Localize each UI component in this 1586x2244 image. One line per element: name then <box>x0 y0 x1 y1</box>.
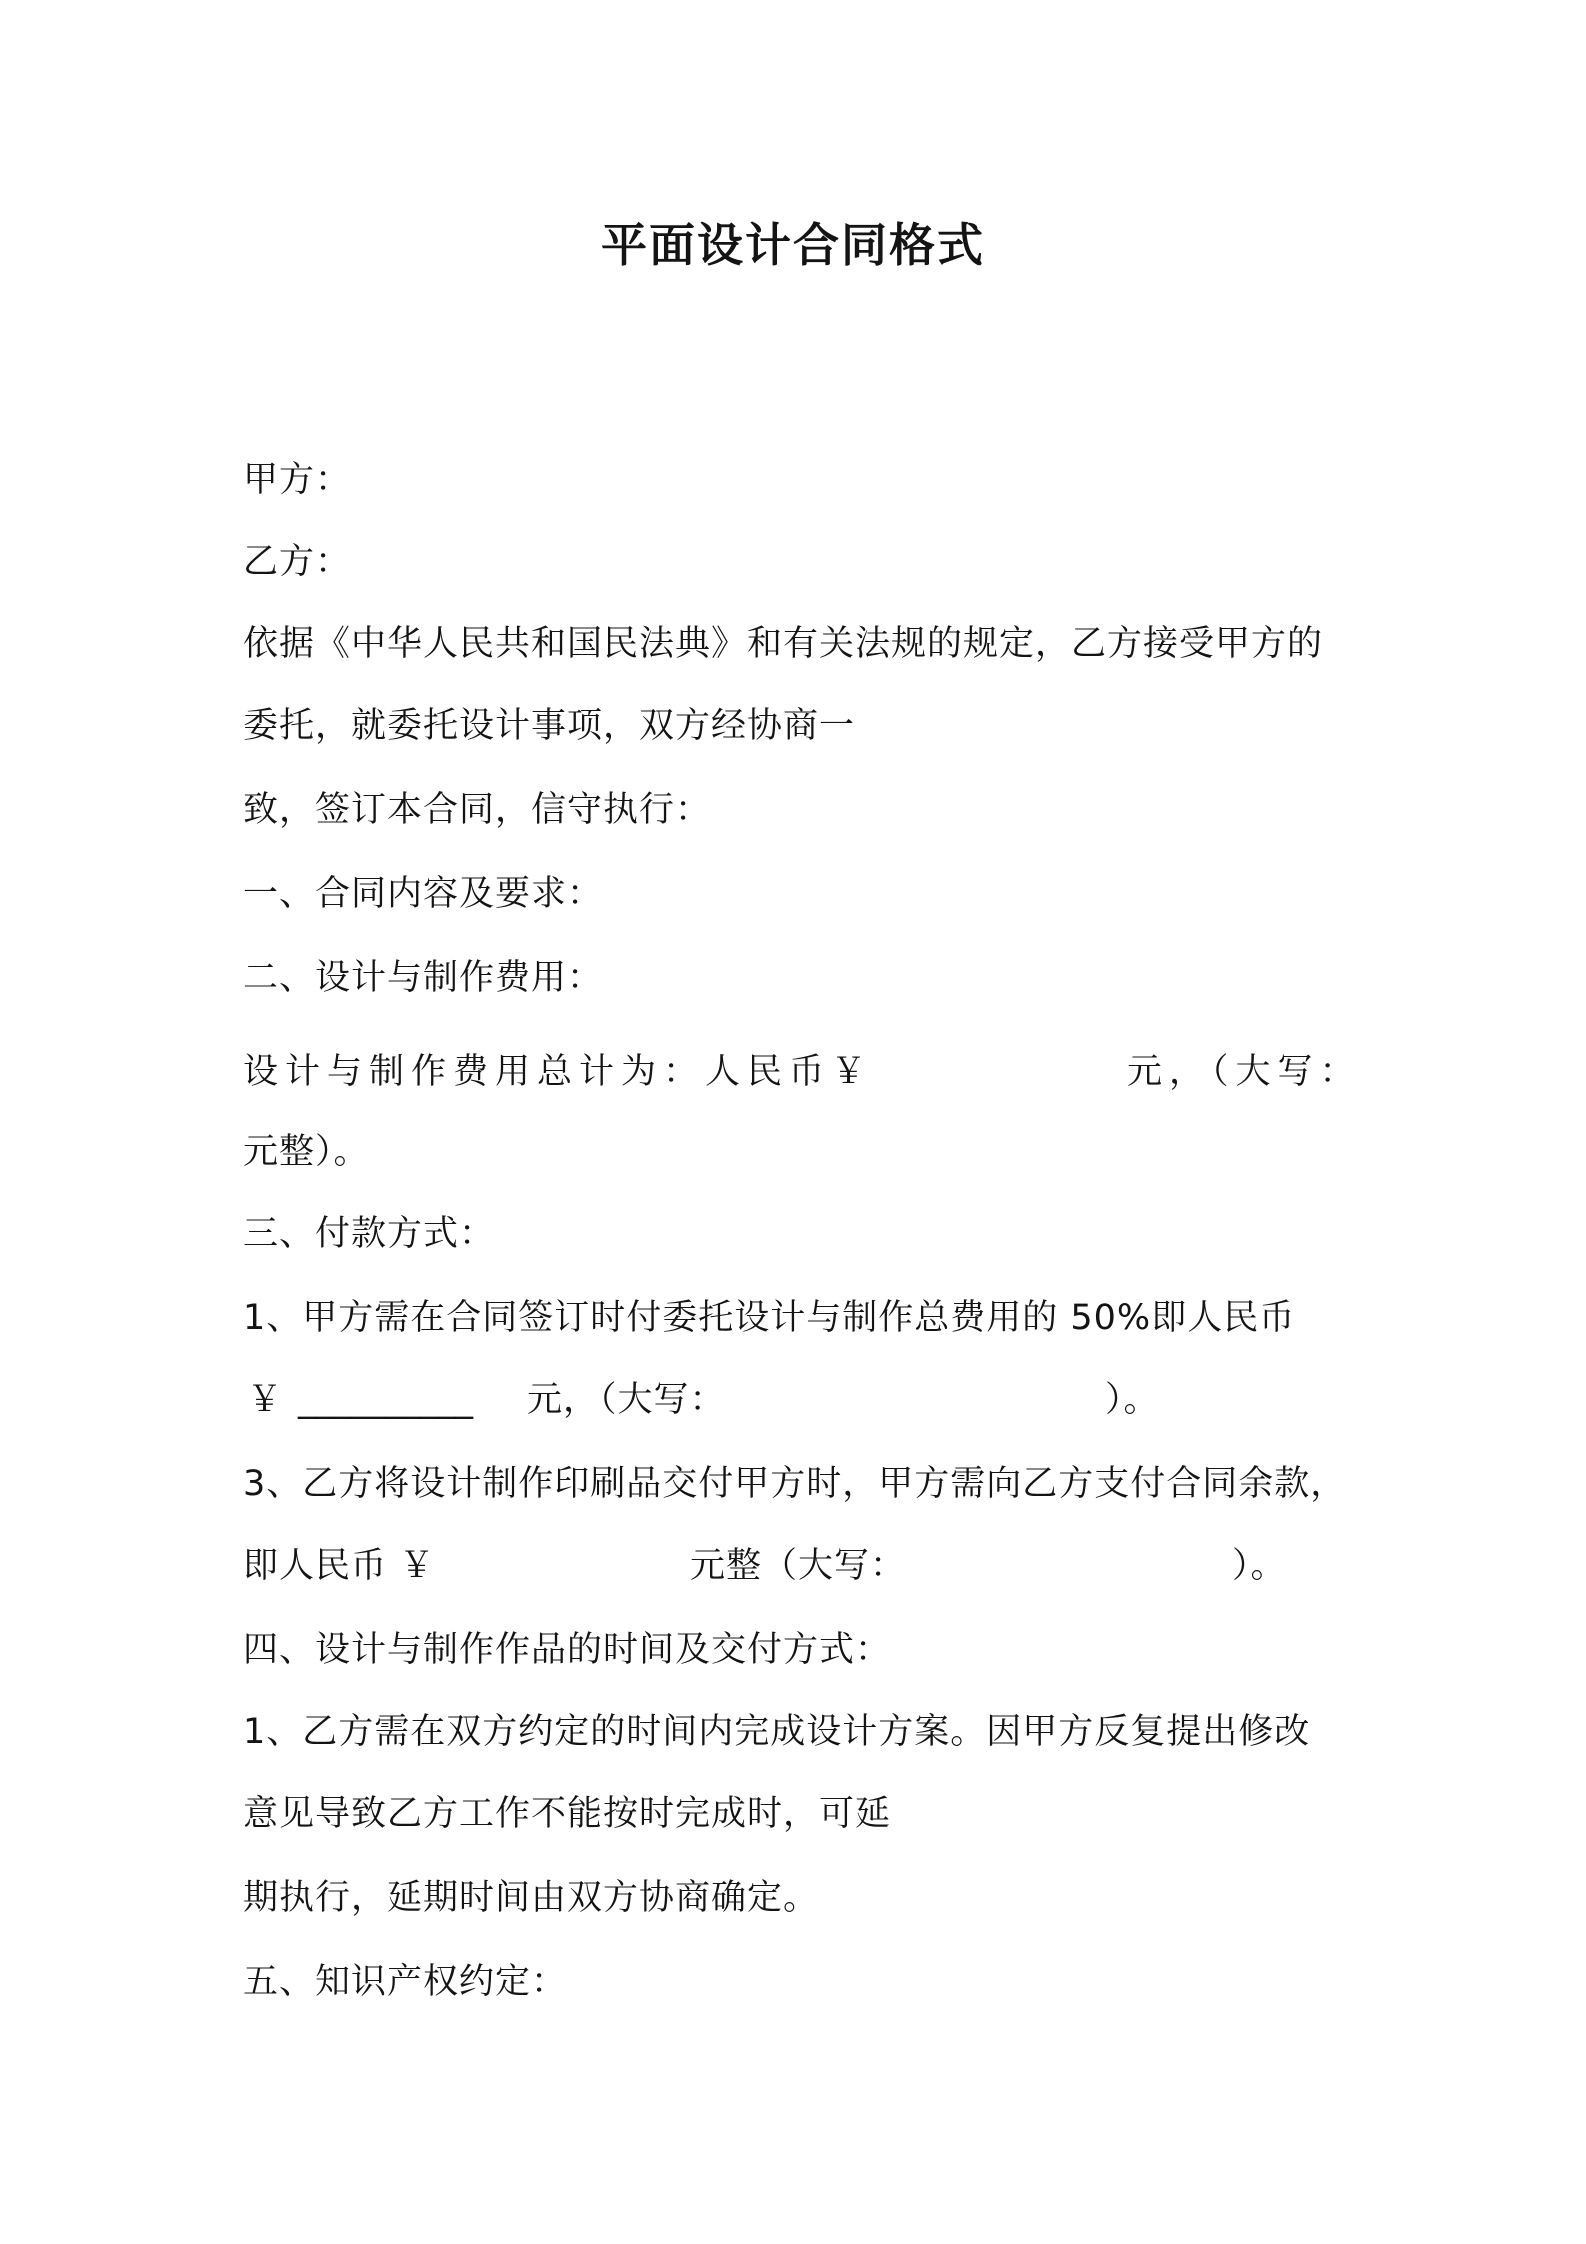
section-4-heading: 四、设计与制作作品的时间及交付方式： <box>243 1630 892 1670</box>
preamble-line-3: 致，签订本合同，信守执行： <box>243 790 712 830</box>
payment-1-text: 1、甲方需在合同签订时付委托设计与制作总费用的 50%即人民币 <box>243 1298 1296 1338</box>
party-a-label: 甲方： <box>243 460 352 500</box>
section-3-heading: 三、付款方式： <box>243 1214 496 1254</box>
document-title: 平面设计合同格式 <box>601 218 985 272</box>
fee-total-tail: 元整）。 <box>243 1132 370 1172</box>
preamble-line-2: 委托，就委托设计事项，双方经协商一 <box>243 706 856 746</box>
delivery-1-line-3: 期执行，延期时间由双方协商确定。 <box>243 1878 820 1918</box>
payment-1-amount-blank: __________ <box>298 1380 473 1420</box>
payment-1-unit: 元，（大写： <box>527 1380 726 1420</box>
fee-total-label: 设计与制作费用总计为：人民币￥ <box>243 1052 874 1092</box>
preamble-line-1: 依据《中华人民共和国民法典》和有关法规的规定，乙方接受甲方的 <box>243 624 1324 664</box>
section-1-heading: 一、合同内容及要求： <box>243 874 604 914</box>
payment-3-unit: 元整（大写： <box>690 1546 907 1586</box>
fee-total-unit: 元，（大写： <box>1127 1052 1362 1092</box>
payment-3-label: 即人民币 ￥ <box>243 1546 436 1586</box>
payment-1-close: ）。 <box>1105 1380 1160 1420</box>
payment-3-close: ）。 <box>1232 1546 1287 1586</box>
section-5-heading: 五、知识产权约定： <box>243 1962 568 2002</box>
party-b-label: 乙方： <box>243 542 352 582</box>
section-2-heading: 二、设计与制作费用： <box>243 958 604 998</box>
delivery-1-line-1: 1、乙方需在双方约定的时间内完成设计方案。因甲方反复提出修改 <box>243 1712 1311 1752</box>
delivery-1-line-2: 意见导致乙方工作不能按时完成时，可延 <box>243 1794 892 1834</box>
payment-3-text: 3、乙方将设计制作印刷品交付甲方时，甲方需向乙方支付合同余款， <box>243 1464 1347 1504</box>
payment-1-currency: ￥ <box>247 1380 284 1420</box>
